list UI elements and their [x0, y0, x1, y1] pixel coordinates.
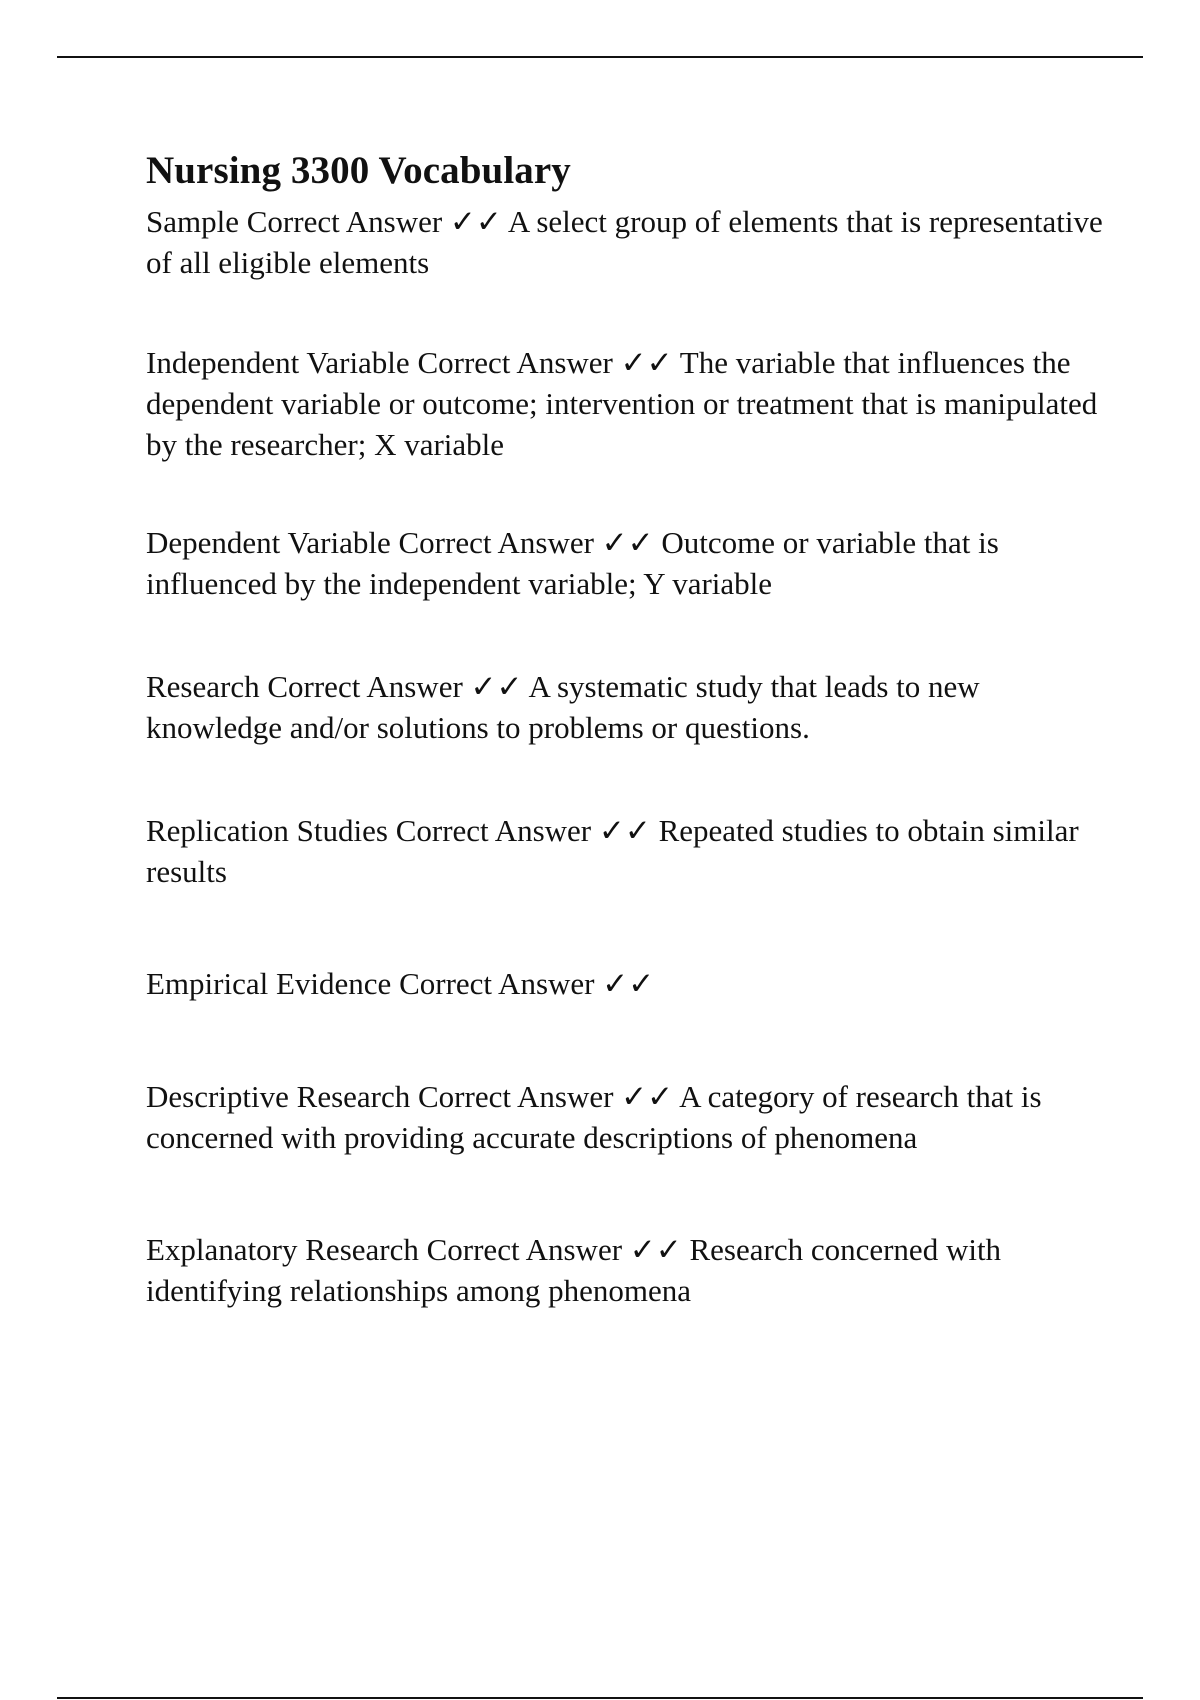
entry-separator: Correct Answer ✓✓ — [426, 1232, 682, 1267]
entry-definition: Research concerned with identifying relationships among phenomena — [146, 1232, 1002, 1308]
entry-definition: A select group of elements that is representative of all eligible elements — [146, 204, 1103, 280]
vocabulary-entry — [146, 201, 1106, 283]
entry-separator: Correct Answer ✓✓ — [399, 966, 655, 1001]
entry-separator: Correct Answer ✓✓ — [246, 204, 502, 239]
entry-term: Independent Variable — [146, 345, 410, 380]
entry-term: Sample — [146, 204, 239, 239]
entry-separator: Correct Answer ✓✓ — [418, 1079, 674, 1114]
vocabulary-entry — [146, 342, 1106, 465]
vocabulary-entry — [146, 810, 1106, 892]
entry-definition: A category of research that is concerned with providing accurate descriptions of phenomena — [146, 1079, 1042, 1155]
entry-separator: Correct Answer ✓✓ — [417, 345, 673, 380]
entry-definition: A systematic study that leads to new knowledge and/or solutions to problems or questions. — [146, 669, 980, 745]
entry-separator: Correct Answer ✓✓ — [267, 669, 523, 704]
entry-definition: Repeated studies to obtain similar results — [146, 813, 1079, 889]
vocabulary-entry — [146, 522, 1106, 604]
document-title: Nursing 3300 Vocabulary — [146, 149, 571, 192]
entry-definition: The variable that influences the dependent variable or outcome; intervention or treatment that is manipulated by the researcher; X variable — [146, 345, 1098, 462]
entry-term: Explanatory Research — [146, 1232, 419, 1267]
vocabulary-entry — [146, 963, 1106, 1004]
vocabulary-entry — [146, 1076, 1106, 1158]
entry-separator: Correct Answer ✓✓ — [398, 525, 654, 560]
document-content — [146, 143, 1106, 1311]
bottom-rule — [57, 1697, 1143, 1699]
entry-term: Descriptive Research — [146, 1079, 411, 1114]
entry-term: Replication Studies — [146, 813, 388, 848]
entry-term: Dependent Variable — [146, 525, 391, 560]
entry-definition: Outcome or variable that is influenced by the independent variable; Y variable — [146, 525, 999, 601]
entry-separator: Correct Answer ✓✓ — [395, 813, 651, 848]
vocabulary-entry — [146, 1229, 1106, 1311]
entry-term: Research — [146, 669, 260, 704]
vocabulary-list — [146, 201, 1106, 1311]
entry-term: Empirical Evidence — [146, 966, 392, 1001]
vocabulary-entry — [146, 666, 1106, 748]
top-rule — [57, 56, 1143, 58]
